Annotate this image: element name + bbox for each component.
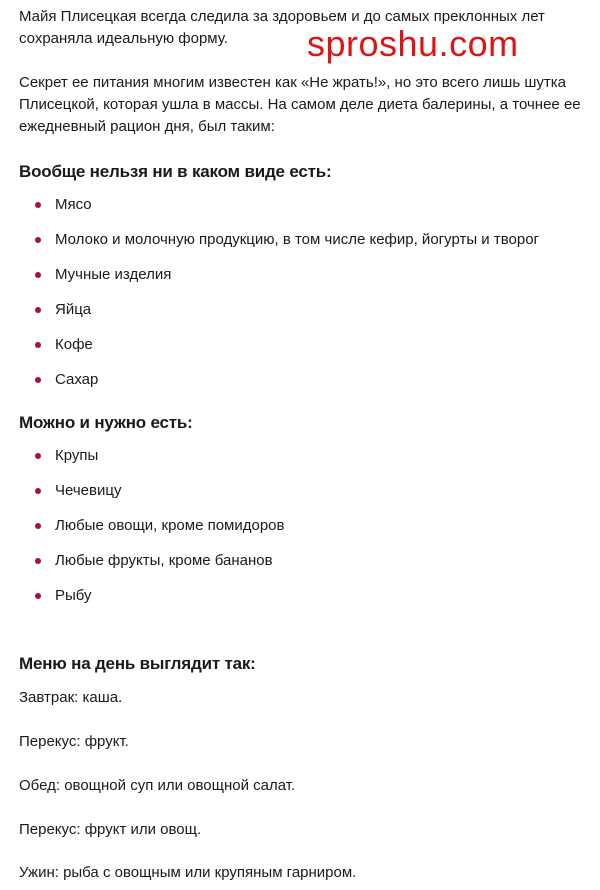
list-item (19, 229, 539, 264)
bullet-icon (35, 593, 41, 599)
menu-heading: Меню на день выглядит так: (19, 654, 256, 673)
menu-dinner: Ужин: рыба с овощным или крупяным гарниром. (19, 864, 357, 881)
list-item (19, 299, 539, 334)
allowed-list (19, 445, 285, 620)
list-item-label: Кофе (55, 336, 93, 353)
intro-paragraph-2: Секрет ее питания многим известен как «Не жрать!», но это всего лишь шутка Плисецкой, которая ушла в массы. На самом деле диета балерины, а точнее ее ежедневный рацион дня, был таким: (19, 74, 581, 135)
bullet-icon (35, 453, 41, 459)
bullet-icon (35, 342, 41, 348)
menu-breakfast: Завтрак: каша. (19, 689, 123, 706)
bullet-icon (35, 237, 41, 243)
bullet-icon (35, 202, 41, 208)
list-item (19, 550, 285, 585)
list-item (19, 480, 285, 515)
list-item (19, 585, 285, 620)
list-item-label: Любые овощи, кроме помидоров (55, 517, 285, 534)
bullet-icon (35, 488, 41, 494)
list-item-label: Мясо (55, 196, 92, 213)
list-item-label: Рыбу (55, 587, 92, 604)
list-item-label: Яйца (55, 301, 92, 318)
list-item-label: Любые фрукты, кроме бананов (55, 552, 273, 569)
site-watermark: sproshu.com (307, 23, 519, 64)
list-item (19, 334, 539, 369)
list-item-label: Мучные изделия (55, 266, 172, 283)
list-item-label: Чечевицу (55, 482, 122, 499)
bullet-icon (35, 307, 41, 313)
allowed-heading: Можно и нужно есть: (19, 413, 193, 432)
menu-lunch: Обед: овощной суп или овощной салат. (19, 777, 296, 794)
forbidden-heading: Вообще нельзя ни в каком виде есть: (19, 162, 332, 181)
bullet-icon (35, 272, 41, 278)
list-item (19, 369, 539, 404)
list-item (19, 445, 285, 480)
list-item-label: Крупы (55, 447, 99, 464)
intro-paragraph-1: Майя Плисецкая всегда следила за здоровьем и до самых преклонных лет сохраняла идеальную форму. (19, 8, 545, 47)
list-item-label: Сахар (55, 371, 99, 388)
menu-snack-2: Перекус: фрукт или овощ. (19, 821, 202, 838)
bullet-icon (35, 377, 41, 383)
bullet-icon (35, 523, 41, 529)
list-item (19, 194, 539, 229)
list-item (19, 515, 285, 550)
list-item-label: Молоко и молочную продукцию, в том числе кефир, йогурты и творог (55, 231, 540, 248)
menu-snack-1: Перекус: фрукт. (19, 733, 129, 750)
forbidden-list (19, 194, 539, 404)
list-item (19, 264, 539, 299)
bullet-icon (35, 558, 41, 564)
